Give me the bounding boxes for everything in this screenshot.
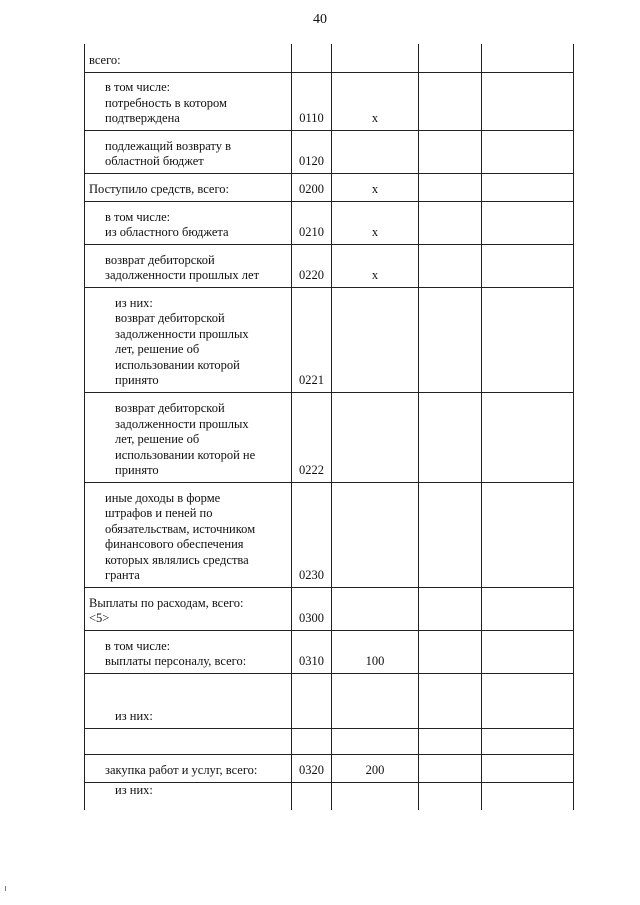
row-kosgu: x bbox=[332, 173, 419, 201]
row-code: 0120 bbox=[292, 130, 332, 173]
row-name-cell bbox=[85, 244, 292, 287]
row-code: 0300 bbox=[292, 587, 332, 630]
row-name: Поступило средств, всего: bbox=[89, 182, 229, 196]
row-kosgu bbox=[332, 782, 419, 810]
row-kosgu bbox=[332, 587, 419, 630]
row-code: 0310 bbox=[292, 630, 332, 673]
row-value-cell bbox=[419, 44, 482, 72]
row-name: из них: возврат дебиторской задолженности прошлых лет, решение об использовании которой принято bbox=[115, 295, 249, 387]
row-kosgu: x bbox=[332, 244, 419, 287]
table-row bbox=[85, 754, 574, 782]
row-value-cell bbox=[419, 201, 482, 244]
row-name-cell bbox=[85, 287, 292, 392]
row-value-cell bbox=[482, 173, 574, 201]
row-value-cell bbox=[482, 72, 574, 130]
row-name: в том числе: из областного бюджета bbox=[105, 209, 229, 239]
row-code bbox=[292, 673, 332, 728]
row-value-cell bbox=[419, 173, 482, 201]
row-value-cell bbox=[419, 130, 482, 173]
row-kosgu: x bbox=[332, 72, 419, 130]
row-value-cell bbox=[482, 44, 574, 72]
row-value-cell bbox=[419, 482, 482, 587]
row-name: всего: bbox=[89, 53, 121, 67]
table-row bbox=[85, 782, 574, 810]
row-name: иные доходы в форме штрафов и пеней по обязательствам, источником финансового обеспечения которых являлись средства гранта bbox=[105, 490, 256, 582]
row-value-cell bbox=[419, 754, 482, 782]
row-code: 0222 bbox=[292, 392, 332, 482]
scan-margin-mark bbox=[5, 886, 6, 891]
row-name: подлежащий возврату в областной бюджет bbox=[105, 138, 231, 168]
row-name: возврат дебиторской задолженности прошлых лет, решение об использовании которой не принято bbox=[115, 401, 256, 477]
row-value-cell bbox=[419, 673, 482, 728]
row-value-cell bbox=[482, 587, 574, 630]
row-name-cell bbox=[85, 728, 292, 754]
table-row bbox=[85, 130, 574, 173]
row-value-cell bbox=[482, 244, 574, 287]
row-code: 0320 bbox=[292, 754, 332, 782]
row-value-cell bbox=[482, 287, 574, 392]
row-code: 0230 bbox=[292, 482, 332, 587]
row-kosgu bbox=[332, 392, 419, 482]
row-code: 0220 bbox=[292, 244, 332, 287]
row-value-cell bbox=[482, 754, 574, 782]
row-value-cell bbox=[419, 728, 482, 754]
table-row bbox=[85, 244, 574, 287]
row-kosgu bbox=[332, 728, 419, 754]
row-name-cell bbox=[85, 201, 292, 244]
row-name-cell bbox=[85, 173, 292, 201]
row-value-cell bbox=[419, 630, 482, 673]
row-name: закупка работ и услуг, всего: bbox=[105, 763, 258, 777]
row-value-cell bbox=[419, 72, 482, 130]
row-code: 0110 bbox=[292, 72, 332, 130]
row-name: из них: bbox=[115, 709, 153, 723]
row-kosgu bbox=[332, 44, 419, 72]
table-row bbox=[85, 72, 574, 130]
row-code: 0221 bbox=[292, 287, 332, 392]
row-value-cell bbox=[482, 630, 574, 673]
report-table bbox=[84, 44, 574, 810]
row-kosgu bbox=[332, 673, 419, 728]
table-row bbox=[85, 287, 574, 392]
row-value-cell bbox=[482, 673, 574, 728]
table-row bbox=[85, 392, 574, 482]
row-code: 0210 bbox=[292, 201, 332, 244]
row-name: Выплаты по расходам, всего: <5> bbox=[89, 595, 244, 625]
table-row bbox=[85, 201, 574, 244]
row-name-cell bbox=[85, 392, 292, 482]
table-row bbox=[85, 587, 574, 630]
row-value-cell bbox=[482, 782, 574, 810]
row-name-cell bbox=[85, 130, 292, 173]
row-code bbox=[292, 728, 332, 754]
row-value-cell bbox=[419, 392, 482, 482]
row-kosgu: 100 bbox=[332, 630, 419, 673]
row-name-cell bbox=[85, 782, 292, 810]
row-kosgu bbox=[332, 287, 419, 392]
table-row bbox=[85, 630, 574, 673]
row-kosgu: x bbox=[332, 201, 419, 244]
row-name: в том числе: потребность в котором подтверждена bbox=[105, 80, 227, 125]
row-value-cell bbox=[482, 201, 574, 244]
row-name-cell bbox=[85, 482, 292, 587]
row-value-cell bbox=[419, 587, 482, 630]
row-name-cell bbox=[85, 673, 292, 728]
row-name-cell bbox=[85, 44, 292, 72]
row-value-cell bbox=[419, 244, 482, 287]
row-value-cell bbox=[482, 728, 574, 754]
row-name: из них: bbox=[115, 782, 153, 797]
row-code: 0200 bbox=[292, 173, 332, 201]
row-value-cell bbox=[482, 482, 574, 587]
row-name-cell bbox=[85, 72, 292, 130]
row-kosgu bbox=[332, 482, 419, 587]
table-row bbox=[85, 673, 574, 728]
row-kosgu: 200 bbox=[332, 754, 419, 782]
table-row bbox=[85, 728, 574, 754]
row-code bbox=[292, 44, 332, 72]
row-code bbox=[292, 782, 332, 810]
row-name: возврат дебиторской задолженности прошлых лет bbox=[105, 252, 260, 282]
row-name-cell bbox=[85, 587, 292, 630]
row-name-cell bbox=[85, 754, 292, 782]
row-name: в том числе: выплаты персоналу, всего: bbox=[105, 638, 247, 668]
row-name-cell bbox=[85, 630, 292, 673]
table-row bbox=[85, 482, 574, 587]
row-kosgu bbox=[332, 130, 419, 173]
report-table-body bbox=[85, 44, 574, 810]
row-value-cell bbox=[419, 782, 482, 810]
table-row bbox=[85, 173, 574, 201]
page-number: 40 bbox=[313, 12, 327, 27]
row-value-cell bbox=[482, 392, 574, 482]
table-row bbox=[85, 44, 574, 72]
row-value-cell bbox=[419, 287, 482, 392]
row-value-cell bbox=[482, 130, 574, 173]
